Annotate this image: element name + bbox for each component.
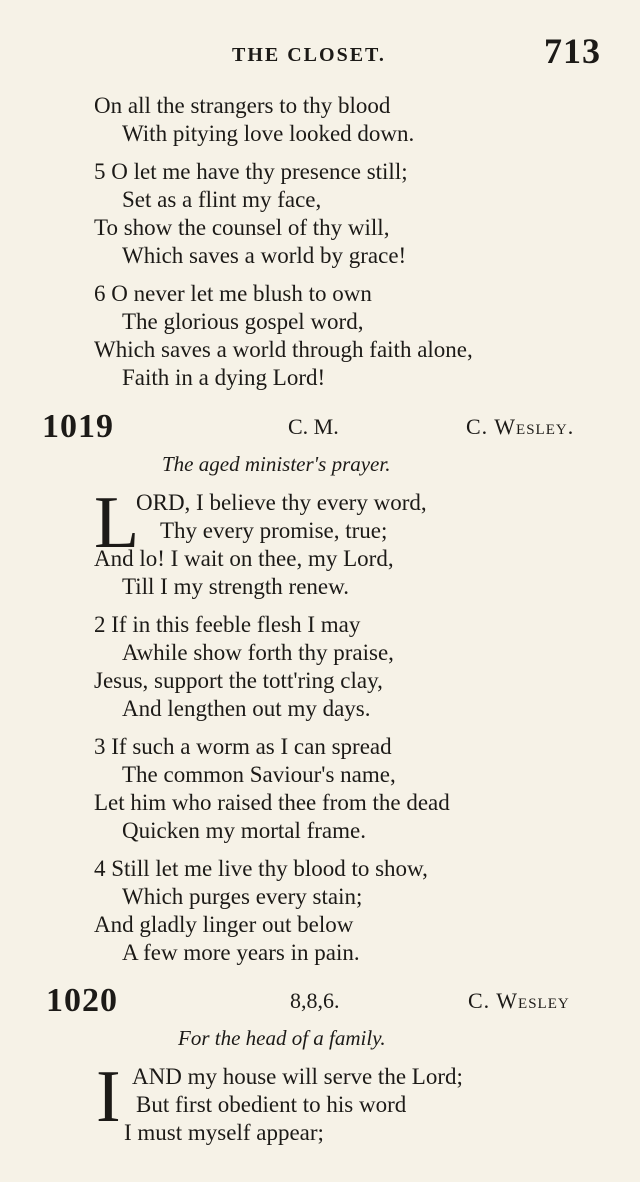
verse-line: Awhile show forth thy praise, xyxy=(122,640,394,665)
hymn-meter: 8,8,6. xyxy=(290,988,340,1013)
verse-line: Which saves a world through faith alone, xyxy=(94,337,473,362)
verse-line: Which purges every stain; xyxy=(122,884,363,909)
verse-line: Quicken my mortal frame. xyxy=(122,818,366,843)
verse-line: Jesus, support the tott'ring clay, xyxy=(94,668,383,693)
verse-line: The common Saviour's name, xyxy=(122,762,396,787)
verse-line: 6 O never let me blush to own xyxy=(94,281,372,306)
running-header: THE CLOSET. xyxy=(232,44,386,66)
verse-line: And gladly linger out below xyxy=(94,912,354,937)
verse-line: With pitying love looked down. xyxy=(122,121,415,146)
hymn-author: C. Wesley. xyxy=(466,414,575,439)
drop-capital: L xyxy=(94,482,140,564)
verse-line: On all the strangers to thy blood xyxy=(94,93,391,118)
verse-line: And lo! I wait on thee, my Lord, xyxy=(94,546,394,571)
verse-line: AND my house will serve the Lord; xyxy=(132,1064,463,1089)
verse-line: To show the counsel of thy will, xyxy=(94,215,390,240)
verse-line: And lengthen out my days. xyxy=(122,696,371,721)
hymn-author: C. Wesley xyxy=(468,988,570,1013)
verse-line: Till I my strength renew. xyxy=(122,574,350,599)
verse-line: ORD, I believe thy every word, xyxy=(136,490,427,515)
verse-line: Faith in a dying Lord! xyxy=(122,365,326,390)
verse-line: 4 Still let me live thy blood to show, xyxy=(94,856,428,881)
verse-line: 3 If such a worm as I can spread xyxy=(94,734,392,759)
hymn-number: 1020 xyxy=(46,982,118,1019)
hymn-title: For the head of a family. xyxy=(178,1026,386,1050)
verse-line: Set as a flint my face, xyxy=(122,187,322,212)
verse-line: I must myself appear; xyxy=(124,1120,324,1145)
verse-line: 5 O let me have thy presence still; xyxy=(94,159,408,184)
verse-line: Thy every promise, true; xyxy=(160,518,388,543)
verse-line: The glorious gospel word, xyxy=(122,309,364,334)
verse-line: But first obedient to his word xyxy=(136,1092,407,1117)
verse-line: Let him who raised thee from the dead xyxy=(94,790,450,815)
hymn-meter: C. M. xyxy=(288,414,339,439)
verse-line: 2 If in this feeble flesh I may xyxy=(94,612,361,637)
drop-capital: I xyxy=(96,1056,121,1138)
verse-line: A few more years in pain. xyxy=(122,940,360,965)
hymn-title: The aged minister's prayer. xyxy=(162,452,391,476)
page-number: 713 xyxy=(544,31,601,71)
hymn-number: 1019 xyxy=(42,408,114,445)
verse-line: Which saves a world by grace! xyxy=(122,243,407,268)
